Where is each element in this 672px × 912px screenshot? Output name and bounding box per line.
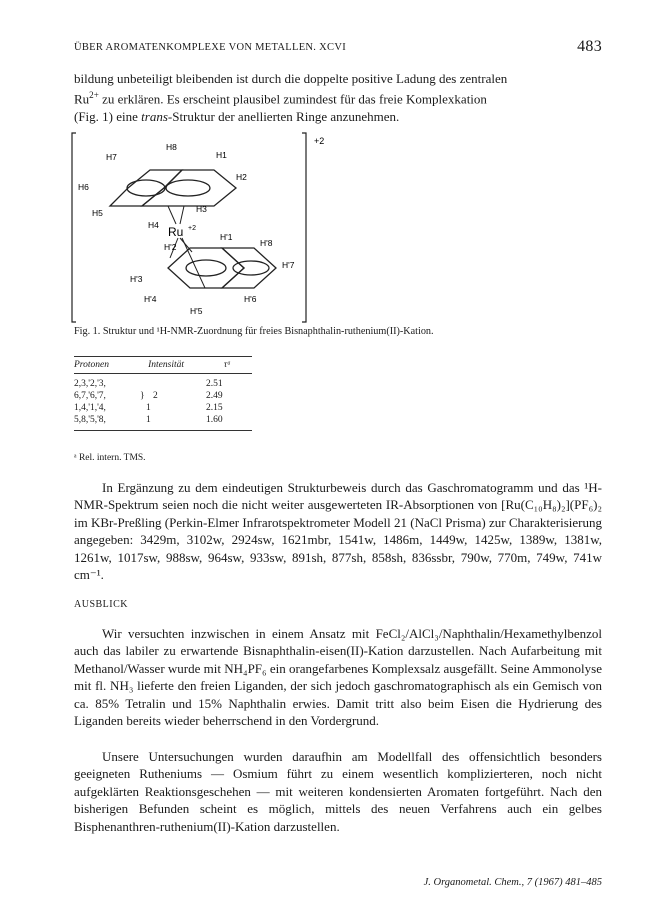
table-bottom-rule [74,430,252,431]
metal-label: Ru [168,225,184,239]
section-heading: AUSBLICK [74,599,129,610]
running-header [74,38,602,55]
nmr-table [74,356,252,431]
proton-label: H'2 [164,242,177,252]
table-header-rule [74,373,252,374]
table-row: 5,8,'5,'8, 1 1.60 [74,415,223,425]
proton-label: H4 [148,220,159,230]
upper-naphthalene [110,170,236,206]
page-number: 483 [577,38,602,55]
proton-label: H'6 [244,294,257,304]
proton-label: H6 [78,182,89,192]
table-row: 2,3,'2,'3, 2.51 [74,379,223,389]
proton-label: H2 [236,172,247,182]
proton-label: H7 [106,152,117,162]
proton-label: H'1 [220,232,233,242]
table-row: 1,4,'1,'4, 1 2.15 [74,403,223,413]
proton-label: H'3 [130,274,143,284]
proton-label: H1 [216,150,227,160]
bisnaphthalene-ruthenium-structure [70,130,360,325]
proton-label: H5 [92,208,103,218]
ausblick-paragraph-2: Unsere Untersuchungen wurden daraufhin am Modellfall des offensichtlich besonders geeigneten Rutheniums — Osmium führt zu einem wesentlich komplizierteren, noch nicht aufgeklärten Reaktionsgeschehen — mit weiteren kondensierten Aromaten fortgeführt. Nach den bisherigen Befunden scheint es möglich, mittels des neuen Verfahrens auch ein gelbes Bisphenanthren-ruthenium(II)-Kation darzustellen. [74,749,602,834]
lower-naphthalene [168,248,276,288]
journal-reference: J. Organometal. Chem., 7 (1967) 481–485 [423,877,602,888]
metal-charge: +2 [188,225,196,232]
column-header: τᵃ [223,360,231,370]
intro-line-3: (Fig. 1) eine trans-Struktur der anellierten Ringe anzunehmen. [74,109,400,125]
intro-line-1: bildung unbeteiligt bleibenden ist durch die doppelte positive Ladung des zentralen [74,71,508,86]
complex-charge: +2 [314,136,325,146]
figure-caption: Fig. 1. Struktur und ¹H-NMR-Zuordnung für freies Bisnaphthalin-ruthenium(II)-Kation. [74,326,434,337]
table-row: 6,7,'6,'7, } 2 2.49 [74,391,223,401]
proton-label: H'7 [282,260,295,270]
running-title: ÜBER AROMATENKOMPLEXE VON METALLEN. XCVI [74,42,347,53]
ausblick-paragraph-1: Wir versuchten inzwischen in einem Ansatz mit FeCl₂/AlCl₃/Naphthalin/Hexamethylbenzol auch das labiler zu erwartende Bisnaphthalin-eisen(II)-Kation darzustellen. Nach Aufarbeitung mit Methanol/Wasser wurde mit NH₄PF₆ ein orangefarbenes Komplexsalz ausgefällt. Seine Ammonolyse mit fl. NH₃ lieferte den freien Liganden, der sich jedoch gaschromatographisch als ein Gemisch von ca. 85% Tetralin und 15% Naphthalin erwies. Damit tritt also beim Eisen die Hydrierung des Liganden bereits wieder beherrschend in den Vordergrund. [74,626,602,729]
table-header-row [74,357,252,373]
column-header: Intensität [148,360,185,370]
left-bracket [72,133,76,322]
right-bracket [302,133,306,322]
proton-label: H'4 [144,294,157,304]
proton-label: H'5 [190,306,203,316]
intro-line-2: $Ru^{2+}$ zu erklären. Es erscheint plausibel zumindest für das freie Komplexkation [74,90,487,107]
ir-paragraph: In Ergänzung zu dem eindeutigen Strukturbeweis durch das Gaschromatogramm und das ¹H-NMR-Spektrum seien noch die nicht weiter ausgewerteten IR-Absorptionen von [Ru(C₁₀H₈)₂](PF₆)₂ im KBr-Preßling (Perkin-Elmer Infrarotspektrometer Modell 21 (NaCl Prisma) zur Charakterisierung angegeben: 3429m, 3102w, 2924sw, 1621mbr, 1541w, 1486m, 1449w, 1425w, 1389w, 1381w, 1261w, 1017sw, 988sw, 964sw, 933sw, 891sh, 877sh, 858sh, 836ssbr, 790w, 770m, 749w, 741w cm⁻¹. [74,480,602,583]
proton-label: H3 [196,204,207,214]
table-footnote: ᵃ Rel. intern. TMS. [74,453,146,463]
proton-label: H'8 [260,238,273,248]
column-header: Protonen [74,360,110,370]
proton-label: H8 [166,142,177,152]
intro-paragraph [74,70,602,126]
